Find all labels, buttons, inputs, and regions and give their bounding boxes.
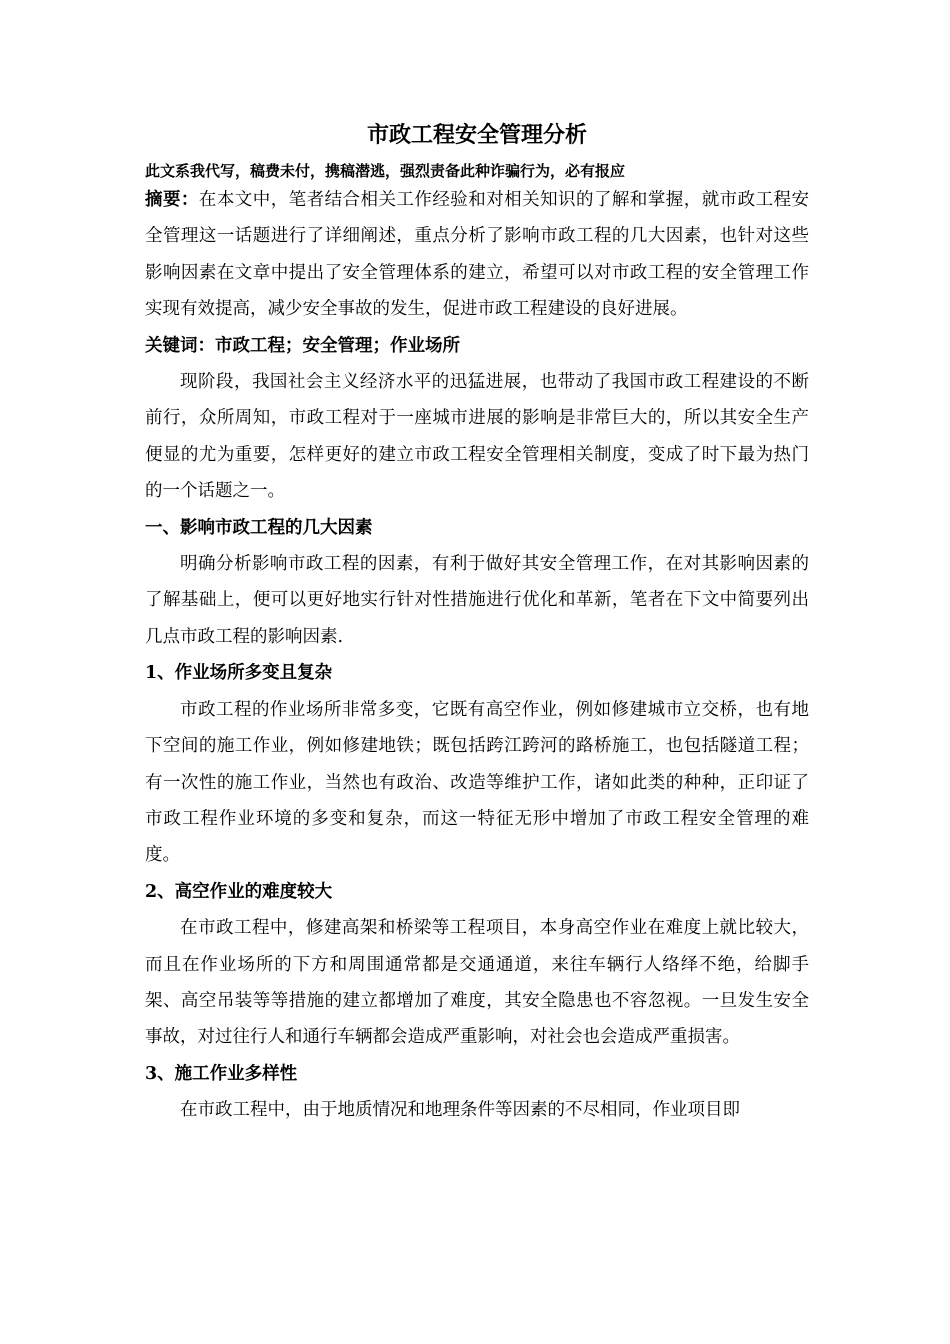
author-notice: 此文系我代写，稿费未付，携稿潜逃，强烈责备此种诈骗行为，必有报应 <box>145 162 626 180</box>
document-title: 市政工程安全管理分析 <box>366 122 587 148</box>
abstract-paragraph <box>145 182 809 328</box>
sub3-paragraph: 在市政工程中，由于地质情况和地理条件等因素的不尽相同，作业项目即 <box>180 1100 740 1121</box>
abstract-label: 摘要： <box>145 190 199 210</box>
section1-intro-paragraph: 明确分析影响市政工程的因素，有利于做好其安全管理工作，在对其影响因素的了解基础上，便可以更好地实行针对性措施进行优化和革新，笔者在下文中简要列出几点市政工程的影响因素. <box>145 554 809 647</box>
intro-paragraph: 现阶段，我国社会主义经济水平的迅猛进展，也带动了我国市政工程建设的不断前行，众所周知，市政工程对于一座城市进展的影响是非常巨大的，所以其安全生产便显的尤为重要，怎样更好的建立市政工程安全管理相关制度，变成了时下最为热门的一个话题之一。 <box>145 372 809 502</box>
abstract-text: 在本文中，笔者结合相关工作经验和对相关知识的了解和掌握，就市政工程安全管理这一话题进行了详细阐述，重点分析了影响市政工程的几大因素，也针对这些影响因素在文章中提出了安全管理体系的建立，希望可以对市政工程的安全管理工作实现有效提高，减少安全事故的发生，促进市政工程建设的良好进展。 <box>145 190 809 320</box>
sub2-paragraph: 在市政工程中，修建高架和桥梁等工程项目，本身高空作业在难度上就比较大，而且在作业场所的下方和周围通常都是交通通道，来往车辆行人络绎不绝，给脚手架、高空吊装等等措施的建立都增加了难度，其安全隐患也不容忽视。一旦发生安全事故，对过往行人和通行车辆都会造成严重影响，对社会也会造成严重损害。 <box>145 918 809 1048</box>
section1-heading: 一、影响市政工程的几大因素 <box>145 517 373 538</box>
sub1-paragraph: 市政工程的作业场所非常多变，它既有高空作业，例如修建城市立交桥，也有地下空间的施工作业，例如修建地铁；既包括跨江跨河的路桥施工，也包括隧道工程；有一次性的施工作业，当然也有政治、改造等维护工作，诸如此类的种种，正印证了市政工程作业环境的多变和复杂，而这一特征无形中增加了市政工程安全管理的难度。 <box>145 699 809 866</box>
keywords-text: 市政工程；安全管理；作业场所 <box>215 335 460 356</box>
keywords-label: 关键词： <box>145 335 215 356</box>
sub2-heading: 2、高空作业的难度较大 <box>145 881 333 902</box>
document-page <box>145 118 809 1129</box>
keywords-line <box>145 328 809 364</box>
sub3-heading: 3、施工作业多样性 <box>145 1063 298 1084</box>
sub1-heading: 1、作业场所多变且复杂 <box>145 663 333 684</box>
